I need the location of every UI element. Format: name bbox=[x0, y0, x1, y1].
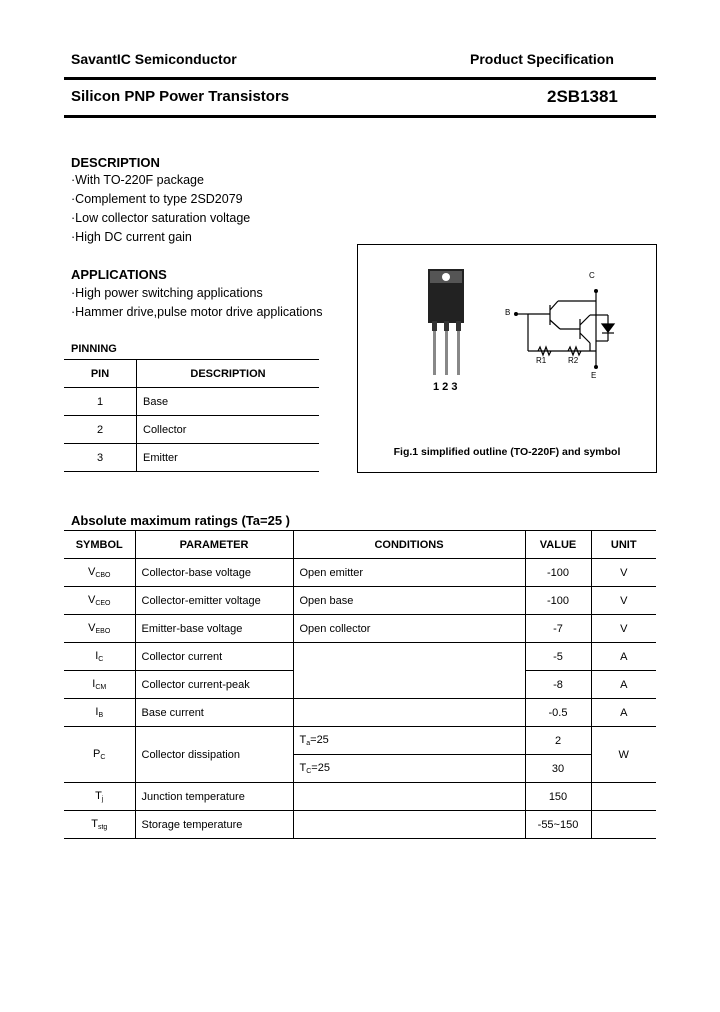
company-name: SavantIC Semiconductor bbox=[71, 51, 237, 67]
list-item: ·Complement to type 2SD2079 bbox=[71, 192, 243, 206]
figure-caption: Fig.1 simplified outline (TO-220F) and symbol bbox=[393, 446, 621, 458]
table-row bbox=[64, 615, 656, 643]
table-row bbox=[64, 587, 656, 615]
ratings-table bbox=[64, 530, 656, 839]
description-list bbox=[71, 171, 250, 247]
parameter-cell: Emitter-base voltage bbox=[135, 615, 293, 643]
column-header: SYMBOL bbox=[64, 531, 135, 559]
symbol-cell: $V_{EBO}$ bbox=[64, 615, 135, 643]
table-row bbox=[64, 388, 319, 416]
value-cell: -55~150 bbox=[525, 811, 591, 839]
unit-cell bbox=[591, 811, 656, 839]
value-cell: 2 bbox=[525, 727, 591, 755]
symbol-cell: $I_C$ bbox=[64, 643, 135, 671]
value-cell: -8 bbox=[525, 671, 591, 699]
symbol-cell: $I_{CM}$ bbox=[64, 671, 135, 699]
symbol-cell: $I_B$ bbox=[64, 699, 135, 727]
column-header: PIN bbox=[64, 360, 137, 388]
column-header: DESCRIPTION bbox=[137, 360, 320, 388]
value-cell: -100 bbox=[525, 559, 591, 587]
conditions-cell bbox=[293, 699, 525, 727]
conditions-cell: Open base bbox=[293, 587, 525, 615]
value-cell: -0.5 bbox=[525, 699, 591, 727]
symbol-cell: $V_{CBO}$ bbox=[64, 559, 135, 587]
parameter-cell: Storage temperature bbox=[135, 811, 293, 839]
base-label: B bbox=[505, 308, 511, 317]
table-row bbox=[64, 416, 319, 444]
unit-cell: V bbox=[591, 615, 656, 643]
unit-cell: W bbox=[591, 727, 656, 783]
unit-cell: V bbox=[591, 559, 656, 587]
list-item: ·With TO-220F package bbox=[71, 173, 204, 187]
part-number: 2SB1381 bbox=[547, 87, 618, 106]
list-item: ·Hammer drive,pulse motor drive applications bbox=[71, 305, 323, 319]
table-header-row bbox=[64, 531, 656, 559]
doc-type: Product Specification bbox=[470, 51, 614, 67]
pin-numbers: 1 2 3 bbox=[433, 381, 458, 393]
column-header: UNIT bbox=[591, 531, 656, 559]
package-outline-icon bbox=[428, 269, 464, 375]
symbol-cell: $T_{stg}$ bbox=[64, 811, 135, 839]
conditions-cell: $T_C=25$ bbox=[293, 755, 525, 783]
parameter-cell: Collector dissipation bbox=[135, 727, 293, 783]
value-cell: -7 bbox=[525, 615, 591, 643]
pin-description: Base bbox=[137, 388, 320, 416]
list-item: ·High DC current gain bbox=[71, 230, 192, 244]
r1-label: R1 bbox=[536, 356, 547, 365]
to220f-outline-and-symbol bbox=[358, 245, 656, 445]
column-header: CONDITIONS bbox=[293, 531, 525, 559]
parameter-cell: Junction temperature bbox=[135, 783, 293, 811]
parameter-cell: Collector current bbox=[135, 643, 293, 671]
pin-number: 2 bbox=[64, 416, 137, 444]
list-item: ·Low collector saturation voltage bbox=[71, 211, 251, 225]
parameter-cell: Base current bbox=[135, 699, 293, 727]
pinning-title: PINNING bbox=[71, 343, 117, 355]
table-header-row bbox=[64, 360, 319, 388]
table-row bbox=[64, 643, 656, 671]
symbol-cell: $V_{CEO}$ bbox=[64, 587, 135, 615]
value-cell: -5 bbox=[525, 643, 591, 671]
unit-cell: V bbox=[591, 587, 656, 615]
parameter-cell: Collector-base voltage bbox=[135, 559, 293, 587]
parameter-cell: Collector-emitter voltage bbox=[135, 587, 293, 615]
table-row bbox=[64, 699, 656, 727]
value-cell: -100 bbox=[525, 587, 591, 615]
value-cell: 150 bbox=[525, 783, 591, 811]
header-rule bbox=[64, 77, 656, 80]
pin-number: 1 bbox=[64, 388, 137, 416]
applications-title: APPLICATIONS bbox=[71, 267, 167, 282]
package-figure bbox=[357, 244, 657, 473]
unit-cell: A bbox=[591, 671, 656, 699]
emitter-label: E bbox=[591, 371, 597, 380]
applications-list bbox=[71, 284, 322, 322]
pin-description: Collector bbox=[137, 416, 320, 444]
table-row bbox=[64, 727, 656, 755]
pinning-table bbox=[64, 359, 319, 472]
description-title: DESCRIPTION bbox=[71, 155, 160, 170]
pin-number: 3 bbox=[64, 444, 137, 472]
unit-cell: A bbox=[591, 699, 656, 727]
list-item: ·High power switching applications bbox=[71, 286, 263, 300]
parameter-cell: Collector current-peak bbox=[135, 671, 293, 699]
table-row bbox=[64, 811, 656, 839]
column-header: PARAMETER bbox=[135, 531, 293, 559]
product-line: Silicon PNP Power Transistors bbox=[71, 88, 290, 105]
ratings-title: Absolute maximum ratings (Ta=25 ) bbox=[71, 513, 291, 528]
conditions-cell bbox=[293, 783, 525, 811]
conditions-cell: Open collector bbox=[293, 615, 525, 643]
conditions-cell: Open emitter bbox=[293, 559, 525, 587]
unit-cell: A bbox=[591, 643, 656, 671]
value-cell: 30 bbox=[525, 755, 591, 783]
unit-cell bbox=[591, 783, 656, 811]
table-row bbox=[64, 559, 656, 587]
conditions-cell: $T_a=25$ bbox=[293, 727, 525, 755]
conditions-cell bbox=[293, 811, 525, 839]
table-row bbox=[64, 783, 656, 811]
symbol-cell: $T_j$ bbox=[64, 783, 135, 811]
table-row bbox=[64, 444, 319, 472]
collector-label: C bbox=[589, 271, 595, 280]
pin-description: Emitter bbox=[137, 444, 320, 472]
conditions-cell bbox=[293, 643, 525, 699]
darlington-symbol-icon bbox=[516, 291, 614, 367]
r2-label: R2 bbox=[568, 356, 579, 365]
symbol-cell: $P_C$ bbox=[64, 727, 135, 783]
title-rule bbox=[64, 115, 656, 118]
column-header: VALUE bbox=[525, 531, 591, 559]
